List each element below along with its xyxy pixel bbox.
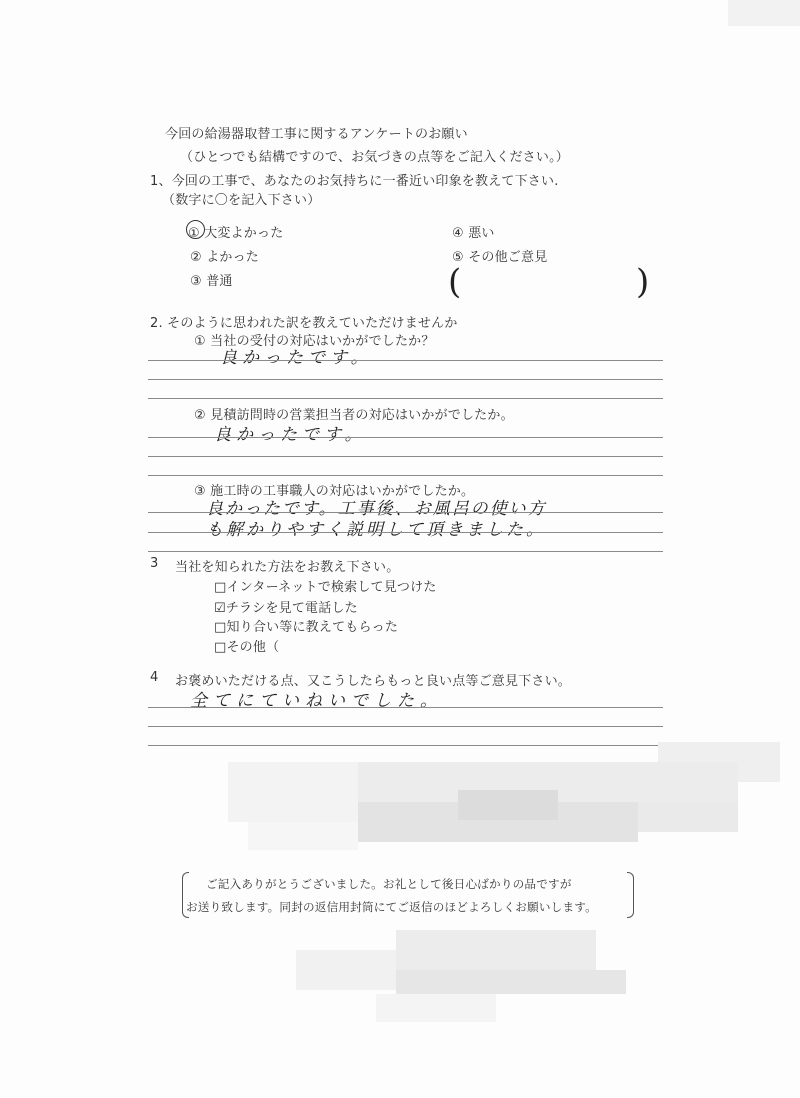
q2-item-3-label: ③ 施工時の工事職人の対応はいかがでしたか。 (194, 484, 475, 499)
q4-line-2 (148, 726, 663, 727)
closing-line-2: お送り致します。同封の返信用封筒にてご返信のほどよろしくお願いします。 (186, 900, 597, 914)
q1-option-2-label: よかった (206, 250, 260, 265)
q1-option-5-label: その他ご意見 (468, 250, 548, 265)
q2-item-2-label: ② 見積訪問時の営業担当者の対応はいかがでしたか。 (194, 408, 514, 423)
q3-question: 当社を知られた方法をお教え下さい。 (175, 560, 400, 575)
q1-option-5[interactable] (452, 246, 547, 265)
q3-option-label: チラシを見て電話した (225, 601, 358, 616)
q1-option-2-num: ② (190, 250, 202, 265)
q1-option-1[interactable] (188, 222, 283, 241)
q3-option-label: インターネットで検索して見つけた (226, 580, 437, 595)
scan-shadow (728, 0, 800, 26)
q1-option-3-num: ③ (190, 274, 202, 289)
q1-option-1-label: 大変よかった (204, 226, 284, 241)
q1-other-close-paren: ) (636, 262, 650, 302)
q1-option-4-num: ④ (452, 226, 464, 241)
q1-question: 1、今回の工事で、あなたのお気持ちに一番近い印象を教えて下さい. (150, 174, 559, 189)
checkbox-empty-icon[interactable]: □ (214, 640, 227, 655)
q2-item-3-line-3 (148, 551, 663, 552)
redacted-area-2 (296, 930, 626, 1024)
bracket-right (627, 872, 634, 918)
checkbox-empty-icon[interactable]: □ (214, 580, 227, 595)
q2-item-1-label: ① 当社の受付の対応はいかがでしたか？ (194, 334, 435, 349)
q3-option-flyer[interactable] (214, 597, 358, 616)
q2-item-1-line-3 (148, 398, 663, 399)
q1-note: （数字に〇を記入下さい） (162, 193, 321, 208)
q2-item-3-answer-line-2: も解かりやすく説明して頂きました。 (206, 520, 546, 540)
q4-answer: 全てにていねいでした。 (190, 691, 443, 711)
q3-number: 3 (150, 556, 159, 571)
q2-item-3-line-2 (148, 532, 663, 533)
q2-item-2-line-3 (148, 475, 663, 476)
q1-option-1-num: ① (188, 226, 200, 241)
survey-subtitle: （ひとつでも結構ですので、お気づきの点等をご記入ください。） (180, 150, 569, 165)
closing-message-box (182, 870, 634, 920)
q1-option-3-label: 普通 (206, 274, 233, 289)
q2-item-3-answer-line-1: 良かったです。工事後、お風呂の使い方 (206, 499, 547, 519)
q3-option-other[interactable] (214, 636, 279, 655)
q3-option-acquaintance[interactable] (214, 616, 398, 635)
closing-line-1: ご記入ありがとうございました。お礼として後日心ばかりの品ですが (206, 877, 572, 891)
q2-item-1-line-1 (148, 360, 663, 361)
checkbox-checked-icon[interactable]: ☑ (214, 601, 226, 616)
q1-other-open-paren: ( (448, 262, 462, 302)
q2-item-2-line-2 (148, 456, 663, 457)
q2-item-1-answer: 良かったです。 (220, 348, 373, 368)
q1-option-5-num: ⑤ (452, 250, 464, 265)
checkbox-empty-icon[interactable]: □ (214, 620, 227, 635)
q1-option-2[interactable] (190, 246, 259, 265)
q1-option-3[interactable] (190, 270, 233, 289)
q2-question: 2. そのように思われた訳を教えていただけませんか (150, 316, 458, 331)
survey-title: 今回の給湯器取替工事に関するアンケートのお願い (165, 127, 468, 142)
q4-line-1 (148, 707, 663, 708)
q2-item-2-answer: 良かったです。 (214, 425, 367, 445)
q3-option-internet[interactable] (214, 576, 437, 595)
q2-item-1-line-2 (148, 379, 663, 380)
q4-number: 4 (150, 670, 159, 685)
q2-item-3-line-1 (148, 512, 663, 513)
q3-option-label: その他（ (226, 640, 280, 655)
redacted-area (228, 742, 780, 852)
q1-option-4-label: 悪い (468, 226, 495, 241)
q1-option-4[interactable] (452, 222, 495, 241)
q3-option-label: 知り合い等に教えてもらった (226, 620, 399, 635)
q4-question: お褒めいただける点、又こうしたらもっと良い点等ご意見下さい。 (175, 674, 572, 689)
q2-item-2-line-1 (148, 437, 663, 438)
